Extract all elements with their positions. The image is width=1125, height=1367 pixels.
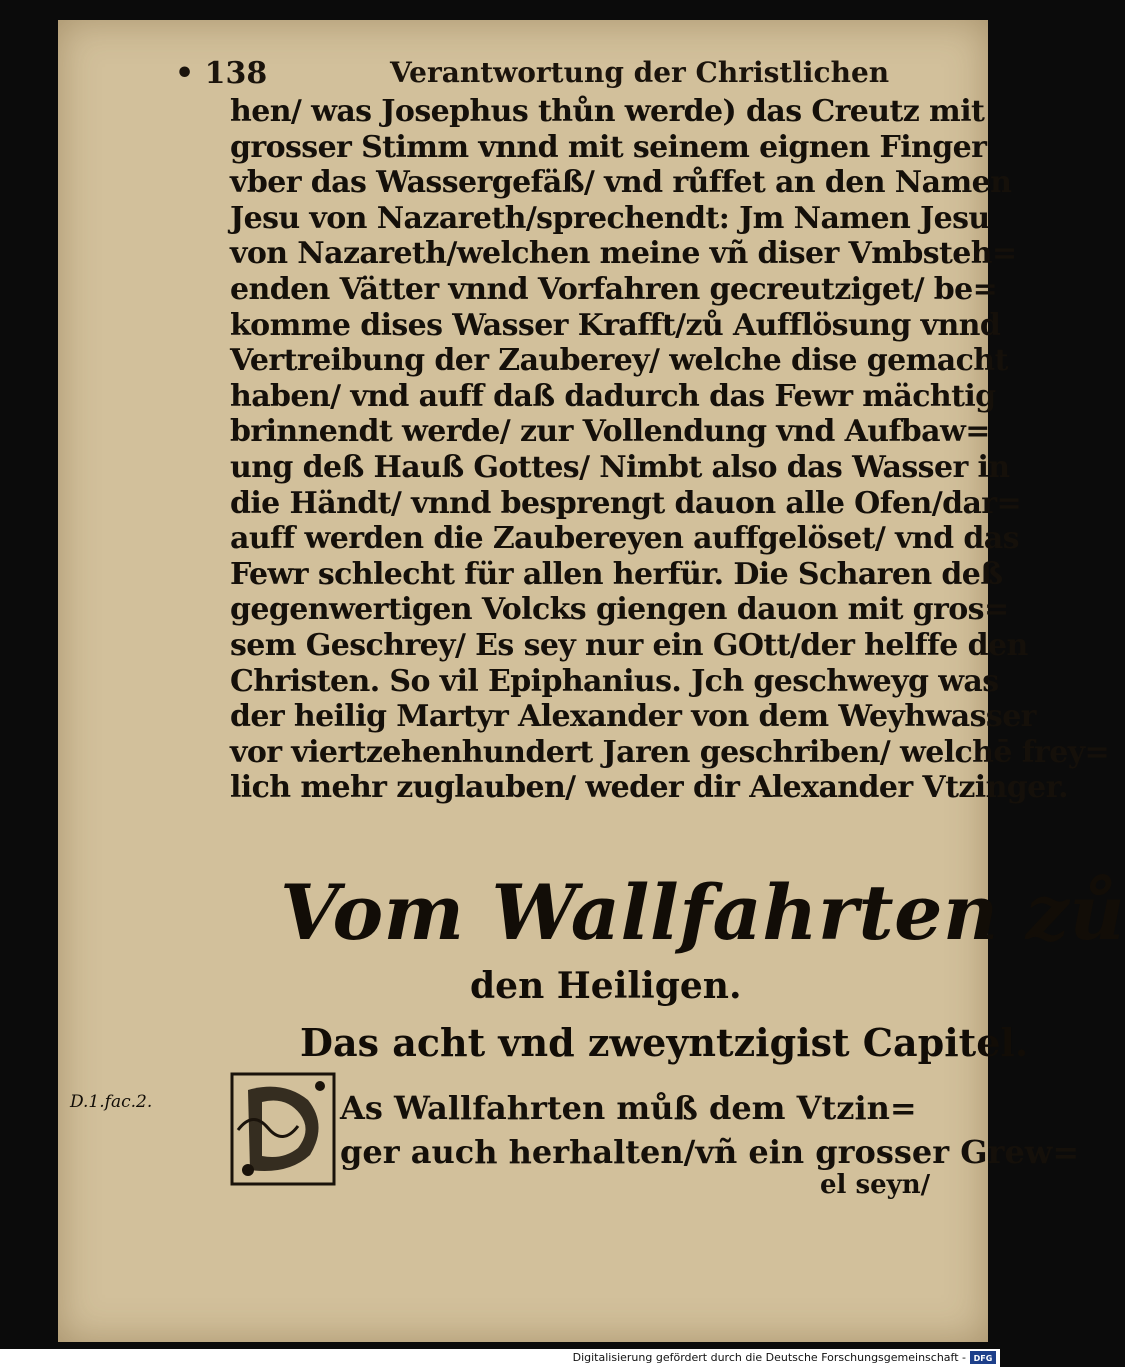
text-line: As Wallfahrten můß dem Vtzin= <box>340 1089 917 1127</box>
text-line: sem Geschrey/ Es sey nur ein GOtt/der helffe den <box>230 627 1028 663</box>
decorated-initial-d-icon <box>228 1070 338 1188</box>
text-line: hen/ was Josephus thůn werde) das Creutz mit <box>230 94 985 129</box>
chapter-title: Das acht vnd zweyntzigist Capitel. <box>300 1020 1029 1065</box>
page-number: • 138 <box>175 56 268 91</box>
margin-note: D.1.fac.2. <box>70 1092 153 1112</box>
section-heading: Vom Wallfahrten zů <box>280 868 1125 957</box>
text-line: vor viertzehenhundert Jaren geschriben/ welchē frey= <box>230 734 1110 770</box>
text-line: auff werden die Zaubereyen auffgelöset/ vnd das <box>230 521 1019 557</box>
text-line: ger auch herhalten/vñ ein grosser Grew= <box>340 1133 1080 1171</box>
text-line: die Händt/ vnnd besprengt dauon alle Ofen/dar= <box>230 485 1022 521</box>
text-line: der heilig Martyr Alexander von dem Weyhwasser <box>230 699 1036 735</box>
dfg-logo-icon <box>970 1351 996 1364</box>
text-line: haben/ vnd auff daß dadurch das Fewr mächtig <box>230 378 996 414</box>
text-line: enden Vätter vnnd Vorfahren gecreutziget/ be= <box>230 271 998 307</box>
text-line: Fewr schlecht für allen herfür. Die Scharen deß <box>230 556 1003 592</box>
text-line: ung deß Hauß Gottes/ Nimbt also das Wasser in <box>230 449 1010 485</box>
bleed-through-text <box>48 100 248 360</box>
text-line: Jesu von Nazareth/sprechendt: Jm Namen Jesu <box>230 200 990 236</box>
catchword: el seyn/ <box>820 1170 931 1200</box>
text-line: Christen. So vil Epiphanius. Jch geschweyg was <box>230 663 999 699</box>
body-text <box>230 94 1110 806</box>
dfg-logo-text: DFG <box>973 1354 993 1363</box>
text-line: grosser Stimm vnnd mit seinem eignen Finger <box>230 129 987 165</box>
text-line: lich mehr zuglauben/ weder dir Alexander Vtzinger. <box>230 770 1068 806</box>
chapter-opening <box>340 1086 1079 1174</box>
text-line: vber das Wassergefäß/ vnd růffet an den Namen <box>230 165 1012 201</box>
text-line: gegenwertigen Volcks giengen dauon mit gros= <box>230 592 1009 628</box>
text-line: Vertreibung der Zauberey/ welche dise gemacht <box>230 343 1008 379</box>
section-subheading: den Heiligen. <box>470 965 742 1007</box>
text-line: komme dises Wasser Krafft/zů Aufflösung vnnd <box>230 307 1001 343</box>
running-title: Verantwortung der Christlichen <box>390 56 890 89</box>
text-line: brinnendt werde/ zur Vollendung vnd Aufbaw= <box>230 414 990 450</box>
text-line: von Nazareth/welchen meine vñ diser Vmbsteh= <box>230 236 1017 272</box>
footer-credit: Digitalisierung gefördert durch die Deutsche Forschungsgemeinschaft - <box>572 1351 966 1364</box>
